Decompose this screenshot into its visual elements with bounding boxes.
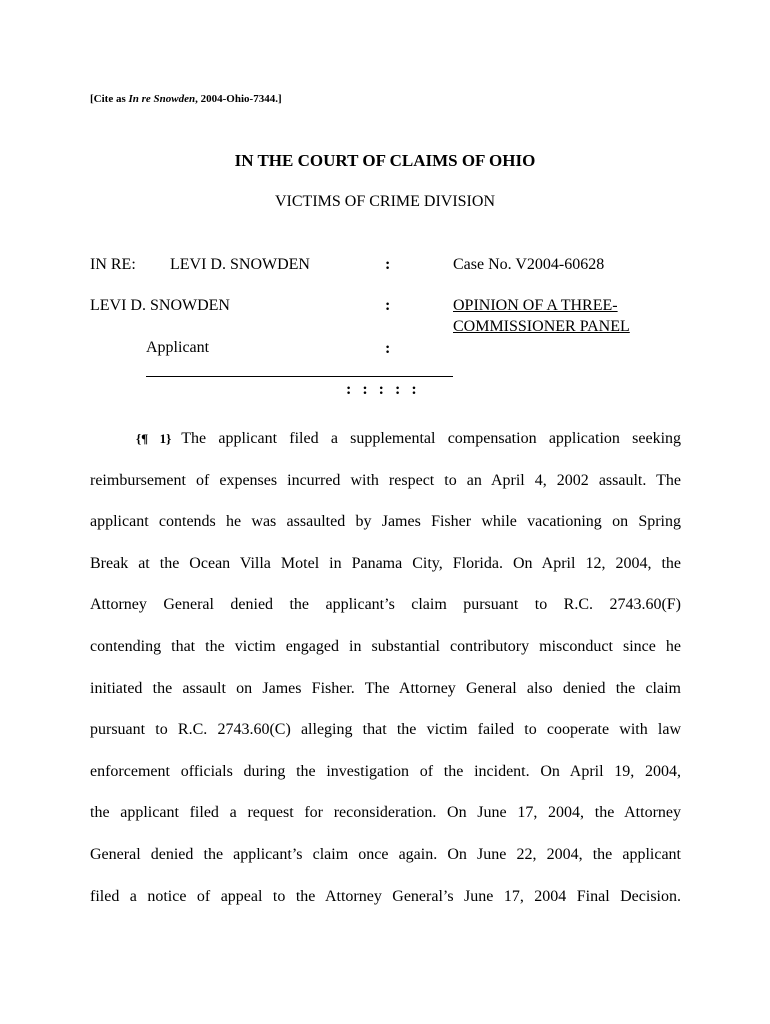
body-line: filed a notice of appeal to the Attorney General’s June 17, 2004 Final Decision.	[90, 887, 681, 905]
body-line: the applicant filed a request for reconsideration. On June 17, 2004, the Attorney	[90, 804, 681, 822]
citation-case-name: In re Snowden	[128, 93, 196, 105]
court-title: IN THE COURT OF CLAIMS OF OHIO	[234, 151, 536, 170]
case-number: Case No. V2004-60628	[453, 256, 605, 273]
body-line: initiated the assault on James Fisher. The Attorney General also denied the claim	[90, 679, 681, 697]
opinion-title-line-1: OPINION OF A THREE-	[453, 297, 618, 314]
division-title: VICTIMS OF CRIME DIVISION	[274, 193, 495, 210]
paragraph-mark: {¶ 1}	[136, 431, 172, 446]
body-line: {¶ 1} The applicant filed a supplemental compensation application seeking	[136, 430, 682, 447]
body-line: contending that the victim engaged in substantial contributory misconduct since he	[90, 637, 681, 655]
body-line: General denied the applicant’s claim once again. On June 22, 2004, the applicant	[90, 845, 681, 863]
in-re-label: IN RE:	[90, 256, 136, 273]
body-line: pursuant to R.C. 2743.60(C) alleging that the victim failed to cooperate with law	[90, 721, 681, 739]
caption-rule	[146, 376, 453, 377]
citation-suffix: , 2004-Ohio-7344.]	[195, 93, 282, 105]
body-line: Attorney General denied the applicant’s claim pursuant to R.C. 2743.60(F)	[90, 596, 681, 614]
applicant-role: Applicant	[146, 339, 210, 356]
citation-prefix: [Cite as	[90, 93, 129, 105]
caption-colon-1: :	[385, 256, 391, 273]
body-line: reimbursement of expenses incurred with respect to an April 4, 2002 assault. The	[90, 471, 681, 489]
in-re-name: LEVI D. SNOWDEN	[170, 256, 310, 273]
opinion-body	[90, 418, 681, 917]
opinion-title-line-2: COMMISSIONER PANEL	[453, 318, 630, 335]
citation	[90, 93, 282, 105]
body-line: applicant contends he was assaulted by James Fisher while vacationing on Spring	[90, 513, 681, 531]
caption-colon-2: :	[385, 297, 391, 314]
caption-separator: : : : : :	[346, 381, 417, 398]
caption-colon-3: :	[385, 340, 391, 357]
applicant-name: LEVI D. SNOWDEN	[90, 297, 230, 314]
body-line: enforcement officials during the investigation of the incident. On April 19, 2004,	[90, 762, 681, 780]
body-line: Break at the Ocean Villa Motel in Panama City, Florida. On April 12, 2004, the	[90, 554, 681, 572]
